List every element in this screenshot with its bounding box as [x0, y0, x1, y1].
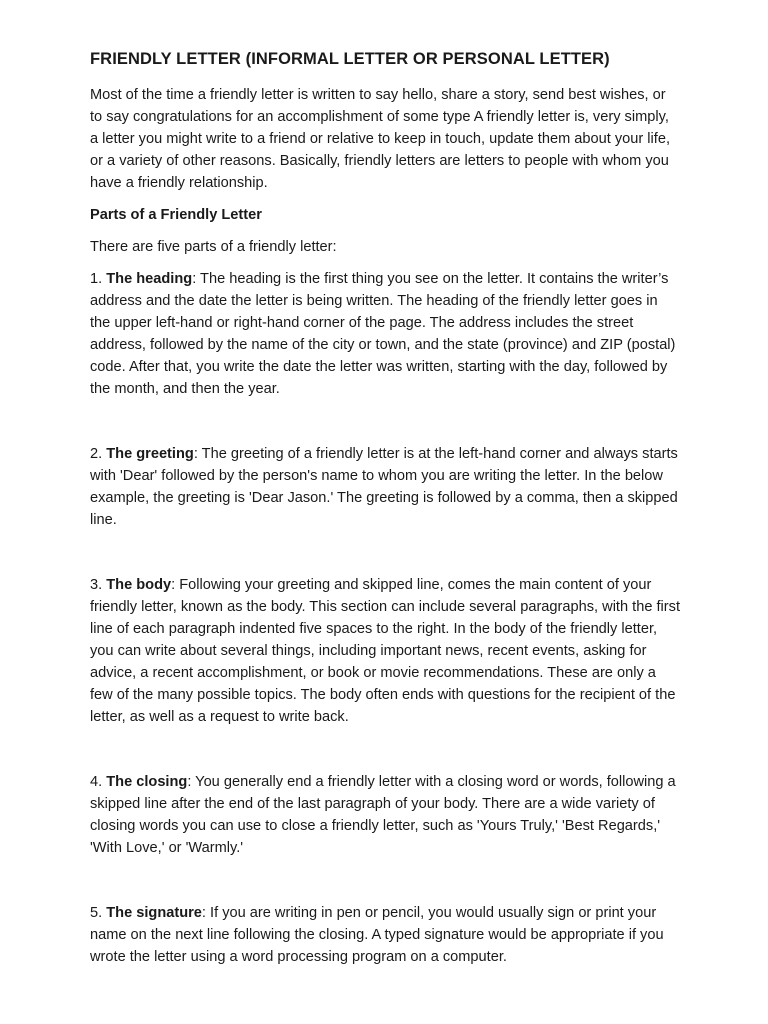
document-page: [90, 48, 680, 968]
part-number: 2.: [90, 446, 103, 462]
part-number: 4.: [90, 774, 103, 790]
part-term: The signature: [106, 905, 202, 921]
part-signature: [90, 902, 680, 968]
part-number: 3.: [90, 577, 103, 593]
part-number: 5.: [90, 905, 103, 921]
part-closing: [90, 771, 680, 859]
part-term: The closing: [106, 774, 188, 790]
part-heading: [90, 268, 680, 400]
part-description: : The greeting of a friendly letter is at the left-hand corner and always starts with 'Dear' followed by the person's name to whom you are writing the letter. In the below example, the greeting is 'Dear Jason.' The greeting is followed by a comma, then a skipped line.: [90, 446, 678, 528]
parts-lead-sentence: There are five parts of a friendly letter:: [90, 239, 337, 255]
part-number: 1.: [90, 271, 103, 287]
part-term: The body: [106, 577, 172, 593]
intro-paragraph: Most of the time a friendly letter is written to say hello, share a story, send best wishes, or to say congratulations for an accomplishment of some type A friendly letter is, very simply, a letter you might write to a friend or relative to keep in touch, update them about your life, or a variety of other reasons. Basically, friendly letters are letters to people with whom you have a friendly relationship.: [90, 87, 671, 191]
part-term: The greeting: [106, 446, 194, 462]
part-greeting: [90, 443, 680, 531]
section-subheading: Parts of a Friendly Letter: [90, 207, 262, 223]
part-term: The heading: [106, 271, 193, 287]
part-description: : The heading is the first thing you see on the letter. It contains the writer’s address and the date the letter is being written. The heading of the friendly letter goes in the upper left-hand or right-hand corner of the page. The address includes the street address, followed by the name of the city or town, and the state (province) and ZIP (postal) code. After that, you write the date the letter was written, starting with the day, followed by the month, and then the year.: [90, 271, 676, 397]
part-description: : If you are writing in pen or pencil, you would usually sign or print your name on the next line following the closing. A typed signature would be appropriate if you wrote the letter using a word processing program on a computer.: [90, 905, 664, 965]
part-description: : You generally end a friendly letter with a closing word or words, following a skipped line after the end of the last paragraph of your body. There are a wide variety of closing words you can use to close a friendly letter, such as 'Yours Truly,' 'Best Regards,' 'With Love,' or 'Warmly.': [90, 774, 676, 856]
part-body: [90, 574, 680, 728]
document-title: FRIENDLY LETTER (INFORMAL LETTER OR PERSONAL LETTER): [90, 50, 610, 68]
part-description: : Following your greeting and skipped line, comes the main content of your friendly letter, known as the body. This section can include several paragraphs, with the first line of each paragraph indented five spaces to the right. In the body of the friendly letter, you can write about several things, including important news, recent events, asking for advice, a recent accomplishment, or book or movie recommendations. These are only a few of the many possible topics. The body often ends with questions for the recipient of the letter, as well as a request to write back.: [90, 577, 681, 725]
